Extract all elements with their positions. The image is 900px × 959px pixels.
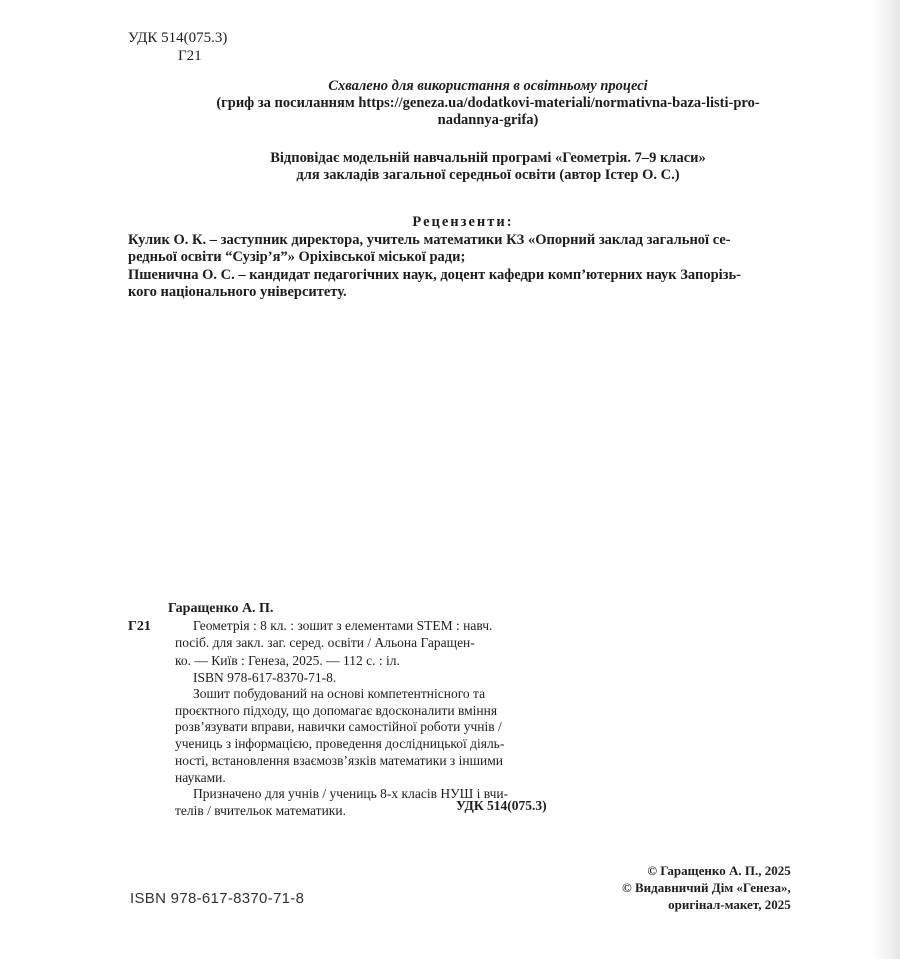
annotation-line: Призначено для учнів / учениць 8-х класів НУШ і вчи- — [193, 786, 509, 802]
annotation-line: учениць з інформацією, проведення дослідницької діяль- — [175, 736, 505, 752]
approval-block — [168, 78, 808, 129]
catalog-code-top: Г21 — [178, 48, 202, 64]
annotation-line: науками. — [175, 769, 226, 785]
biblio-record — [175, 617, 560, 686]
biblio-udk: УДК 514(075.3) — [456, 798, 547, 813]
copyright-line: оригінал-макет, 2025 — [668, 897, 791, 912]
reviewers-block — [128, 214, 798, 302]
reviewer-line: кого національного університету. — [128, 284, 347, 300]
copyright-line: © Видавничий Дім «Генеза», — [622, 880, 791, 895]
biblio-isbn: ISBN 978-617-8370-71-8. — [193, 669, 337, 685]
copyright-block — [622, 862, 791, 913]
reviewer-line: редньої освіти “Сузір’я”» Оріхівської міської ради; — [128, 249, 466, 265]
udk-top: УДК 514(075.3) — [128, 30, 228, 46]
program-line: Відповідає модельній навчальній програмі «Геометрія. 7–9 класи» — [270, 150, 706, 166]
isbn-footer: ISBN 978-617-8370-71-8 — [130, 890, 305, 907]
biblio-line: Геометрія : 8 кл. : зошит з елементами STEM : навч. — [193, 618, 493, 633]
reviewers-heading: Рецензенти: — [412, 214, 514, 230]
approval-line: Схвалено для використання в освітньому процесі — [328, 78, 648, 94]
annotation-line: ності, встановлення взаємозв’язків математики з іншими — [175, 752, 504, 768]
biblio-author: Гаращенко А. П. — [168, 601, 274, 616]
annotation-line: Зошит побудований на основі компетентнісного та — [193, 686, 486, 701]
program-block — [168, 150, 808, 184]
program-line: для закладів загальної середньої освіти (автор Істер О. С.) — [296, 167, 680, 183]
page-edge-shadow — [872, 0, 900, 959]
biblio-line: посіб. для закл. заг. серед. освіти / Альона Гаращен- — [175, 635, 475, 651]
annotation-line: проєктного підходу, що допомагає вдосконалити вміння — [175, 702, 498, 718]
annotation-line: розв’язувати вправи, навички самостійної роботи учнів / — [175, 719, 502, 735]
reviewer-line: Кулик О. К. – заступник директора, учитель математики КЗ «Опорний заклад загальної се- — [128, 231, 731, 248]
approval-link-line: (гриф за посиланням https://geneza.ua/dodatkovi-materiali/normativna-baza-listi-pro- — [216, 95, 760, 111]
reviewer-line: Пшенична О. С. – кандидат педагогічних наук, доцент кафедри комп’ютерних наук Запорізь- — [128, 266, 741, 283]
biblio-code: Г21 — [128, 619, 151, 634]
copyright-line: © Гаращенко А. П., 2025 — [647, 863, 791, 878]
approval-link-line: nadannya-grifa) — [437, 112, 539, 128]
biblio-line: ко. — Київ : Генеза, 2025. — 112 с. : іл. — [175, 652, 400, 668]
annotation-line: телів / вчительок математики. — [175, 802, 346, 818]
